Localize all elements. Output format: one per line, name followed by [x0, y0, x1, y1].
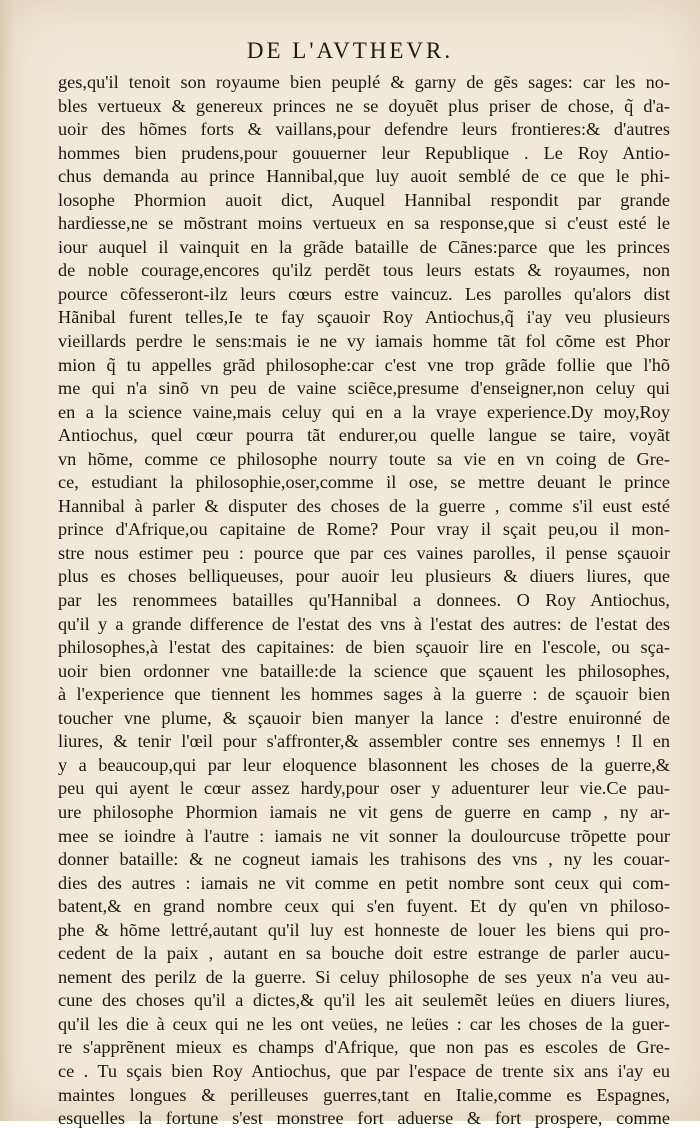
- text-line: Hãnibal furent telles,Ie te fay sçauoir Roy Antiochus,q̃ i'ay veu plusieurs: [58, 307, 670, 328]
- text-line: maintes longues & perilleuses guerres,tant en Italie,comme es Espagnes,: [58, 1084, 670, 1105]
- text-line: mion q̃ tu appelles grãd philosophe:car c'est vne trop grãde follie que l'hõ: [58, 354, 670, 375]
- text-line: uoir des hõmes forts & vaillans,pour defendre leurs frontieres:& d'autres: [58, 119, 670, 140]
- page-gutter-shadow: [0, 0, 14, 1121]
- text-line: dies des autres : iamais ne vit comme en petit nombre sont ceux qui com-: [58, 872, 670, 893]
- text-line: de noble courage,encores qu'ilz perdẽt tous leurs estats & royaumes, non: [58, 260, 670, 281]
- text-line: vn hõme, comme ce philosophe nourry toute sa vie en vn coing de Gre-: [58, 448, 670, 469]
- text-line: y a beaucoup,qui par leur eloquence blasonnent les choses de la guerre,&: [58, 754, 670, 775]
- text-line: prince d'Afrique,ou capitaine de Rome? Pour vray il sçait peu,ou il mon-: [58, 519, 670, 540]
- text-line: me qui n'a sinõ vn peu de vaine sciẽce,presume d'enseigner,non celuy qui: [58, 378, 670, 399]
- body-text: [58, 71, 670, 1131]
- text-line: ce . Tu sçais bien Roy Antiochus, que par l'espace de trente six ans i'ay eu: [58, 1060, 670, 1081]
- text-line: en a la science vaine,mais celuy qui en a la vraye experience.Dy moy,Roy: [58, 401, 670, 422]
- text-line: batent,& en grand nombre ceux qui s'en fuyent. Et dy qu'en vn philoso-: [58, 896, 670, 917]
- text-line: qu'il y a grande difference de l'estat des vns à l'estat des autres: de l'estat des: [58, 613, 670, 634]
- text-line: nement des perilz de la guerre. Si celuy philosophe de ses yeux n'a veu au-: [58, 966, 670, 987]
- text-line: pource cõfesseront-ilz leurs cœurs estre vaincuz. Les parolles qu'alors dist: [58, 283, 670, 304]
- text-line: ure philosophe Phormion iamais ne vit gens de guerre en camp , ny ar-: [58, 801, 670, 822]
- text-line: Hannibal à parler & disputer des choses de la guerre , comme s'il eust esté: [58, 495, 670, 516]
- text-line: losophe Phormion auoit dict, Auquel Hannibal respondit par grande: [58, 189, 670, 210]
- text-line: hommes bien prudens,pour gouuerner leur Republique . Le Roy Antio-: [58, 142, 670, 163]
- text-line: phe & hõme lettré,autant qu'il luy est honneste de louer les biens qui pro-: [58, 919, 670, 940]
- text-line: ce, estudiant la philosophie,oser,comme il ose, se mettre deuant le prince: [58, 472, 670, 493]
- text-line: donner bataille: & ne cogneut iamais les trahisons des vns , ny les couar-: [58, 849, 670, 870]
- text-line: stre nous estimer peu : pource que par ces vaines parolles, il pense sçauoir: [58, 542, 670, 563]
- text-line: liures, & tenir l'œil pour s'affronter,& assembler contre ses ennemys ! Il en: [58, 731, 670, 752]
- running-head: DE L'AVTHEVR.: [246, 38, 454, 63]
- text-line: peu qui ayent le cœur assez hardy,pour oser y aduenturer leur vie.Ce pau-: [58, 778, 670, 799]
- text-line: par les renommees batailles qu'Hannibal a donnees. O Roy Antiochus,: [58, 590, 670, 611]
- text-line: ges,qu'il tenoit son royaume bien peuplé & garny de gẽs sages: car les no-: [58, 72, 670, 92]
- text-line: philosophes,à l'estat des capitaines: de bien sçauoir lire en l'escole, ou sça-: [58, 637, 670, 658]
- text-line: hardiesse,ne se mõstrant moins vertueux en sa response,que si c'eust esté le: [58, 213, 670, 234]
- text-line: uoir bien ordonner vne bataille:de la science que sçauent les philosophes,: [58, 660, 670, 681]
- text-line: mee se ioindre à l'autre : iamais ne vit sonner la doulourcuse trõpette pour: [58, 825, 670, 846]
- text-line: chus demanda au prince Hannibal,que luy auoit semblé de ce que le phi-: [58, 166, 670, 187]
- text-line: vieillards perdre le sens:mais ie ne vy iamais homme tãt fol cõme est Phor: [58, 331, 670, 352]
- text-line: re s'apprẽnent mieux es champs d'Afrique, que non pas es escoles de Gre-: [58, 1037, 670, 1058]
- text-line: bles vertueux & genereux princes ne se doyuẽt plus priser de chose, q̃ d'a-: [58, 95, 670, 116]
- text-line: iour auquel il vainquit en la grãde bataille de Cãnes:parce que les princes: [58, 236, 670, 257]
- text-line: cune des choses qu'il a dictes,& qu'il les ait seulemẽt leües en diuers liures,: [58, 990, 670, 1011]
- text-line: cedent de la paix , autant en sa bouche doit estre estrange de parler aucu-: [58, 943, 670, 964]
- text-line: qu'il les die à ceux qui ne les ont veües, ne leües : car les choses de la guer-: [58, 1013, 670, 1034]
- text-line: plus es choses belliqueuses, pour auoir leu plusieurs & diuers liures, que: [58, 566, 670, 587]
- text-line: esquelles la fortune s'est monstree fort aduerse & fort prospere, comme: [58, 1108, 670, 1129]
- text-line: Antiochus, quel cœur pourra tãt endurer,ou quelle langue se taire, voyãt: [58, 425, 670, 446]
- text-line: toucher vne plume, & sçauoir bien manyer la lance : d'estre enuironné de: [58, 707, 670, 728]
- text-line: à l'experience que tiennent les hommes sages à la guerre : de sçauoir bien: [58, 684, 670, 705]
